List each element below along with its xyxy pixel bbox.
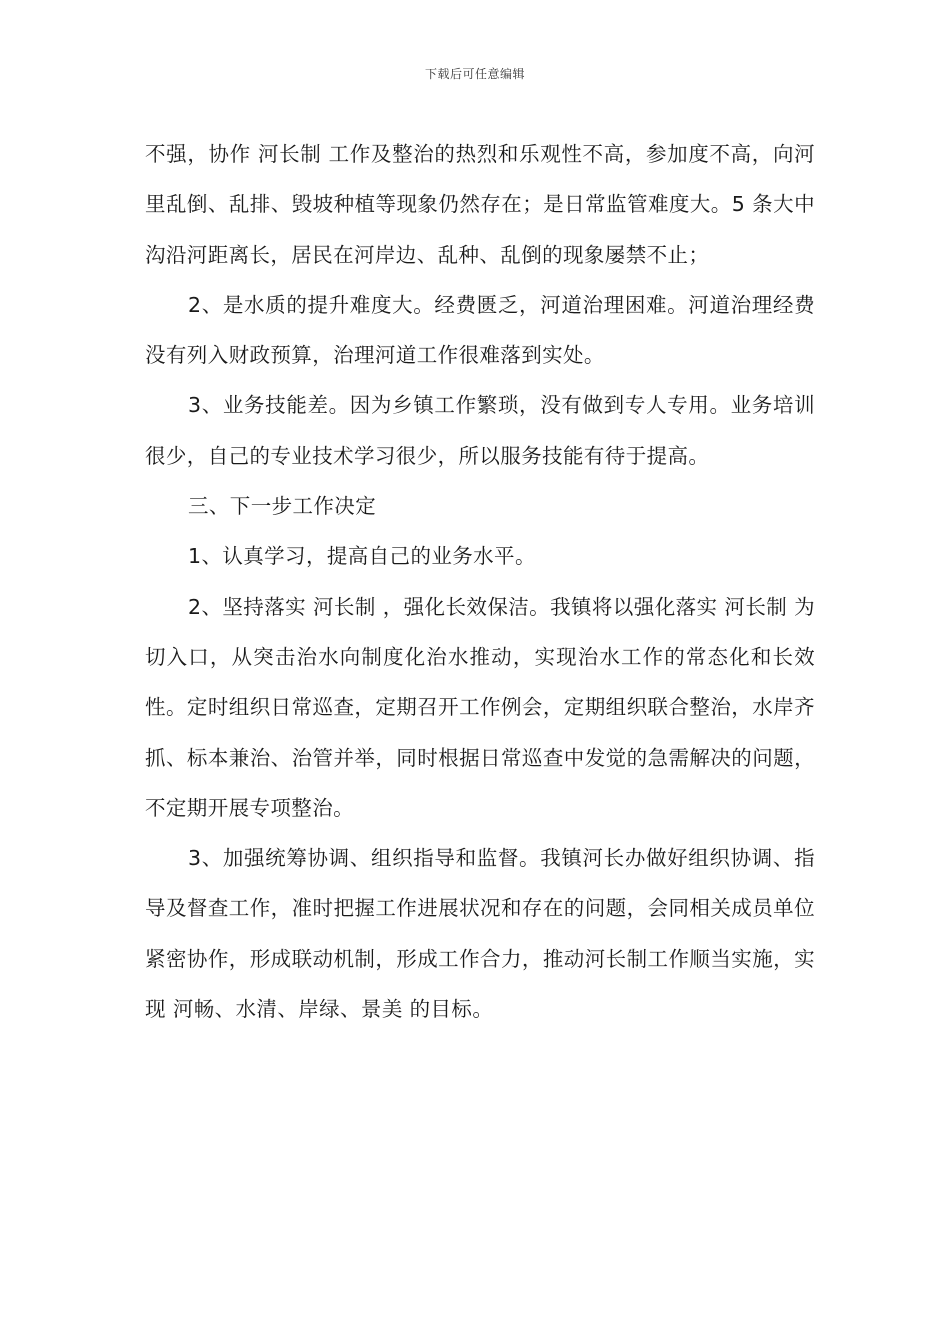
section-heading-next-steps: 三、下一步工作决定	[188, 494, 377, 519]
paragraph-water-quality: 2、是水质的提升难度大。经费匮乏，河道治理困难。河道治理经费没有列入财政预算，治理河道工作很难落到实处。	[145, 292, 815, 368]
paragraph-business-skills: 3、业务技能差。因为乡镇工作繁琐，没有做到专人专用。业务培训很少，自己的专业技术学习很少，所以服务技能有待于提高。	[145, 393, 815, 468]
paragraph-coordination: 3、加强统筹协调、组织指导和监督。我镇河长办做好组织协调、指导及督查工作，准时把握工作进展状况和存在的问题，会同相关成员单位紧密协作，形成联动机制，形成工作合力，推动河长制工作顺当实施，实现 河畅、水清、岸绿、景美 的目标。	[145, 846, 815, 1022]
page-header: 下载后可任意编辑	[424, 67, 525, 81]
paragraph-intro-continuation: 不强，协作 河长制 工作及整治的热烈和乐观性不高，参加度不高，向河里乱倒、乱排、毁坡种植等现象仍然存在；是日常监管难度大。5 条大中沟沿河距离长，居民在河岸边、乱种、乱倒的现象屡禁不止；	[145, 142, 815, 267]
paragraph-river-chief-system: 2、坚持落实 河长制 ，强化长效保洁。我镇将以强化落实 河长制 为切入口，从突击治水向制度化治水推动，实现治水工作的常态化和长效性。定时组织日常巡查，定期召开工作例会，定期组织联合整治，水岸齐抓、标本兼治、治管并举，同时根据日常巡查中发觉的急需解决的问题，不定期开展专项整治。	[145, 594, 815, 820]
document-body	[145, 129, 815, 1034]
paragraph-study: 1、认真学习，提高自己的业务水平。	[188, 544, 536, 569]
